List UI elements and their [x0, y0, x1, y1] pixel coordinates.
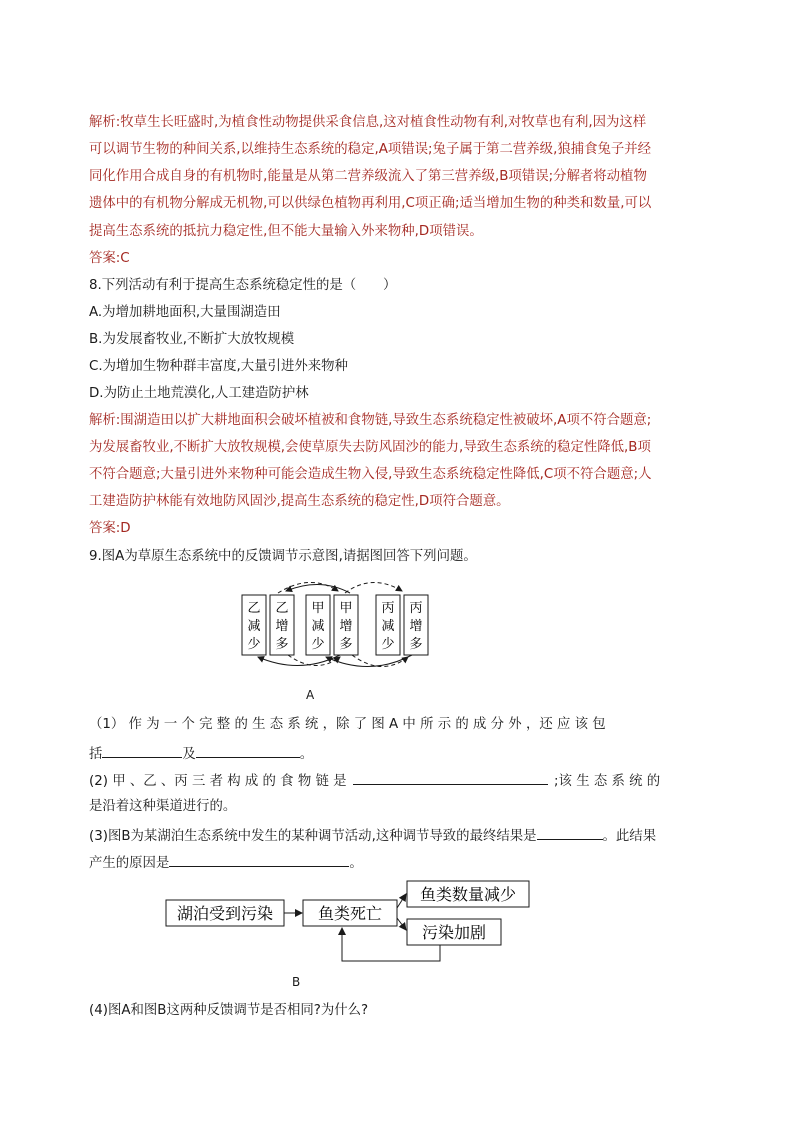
figure-a-box-label-2: 甲减少: [311, 601, 325, 652]
q9-part2-pre: (2) 甲 、乙 、丙 三 者 构 成 的 食 物 链 是: [89, 774, 347, 789]
q9-part2-post: ;该 生 态 系 统 的: [554, 774, 661, 789]
figure-b-feedback-diagram: [160, 878, 540, 968]
q8-answer: 答案:D: [89, 521, 131, 536]
q8-option-c: C.为增加生物种群丰富度,大量引进外来物种: [89, 359, 348, 374]
q9-part1-line2: [89, 743, 313, 764]
q8-option-a: A.为增加耕地面积,大量围湖造田: [89, 305, 281, 320]
q9-part1-text: （1） 作 为 一 个 完 整 的 生 态 系 统 ，除 了 图 A 中 所 示 的 成 分 外 ，还 应 该 包: [89, 717, 606, 732]
figure-a-box-label-3: 甲增多: [339, 601, 353, 652]
q9-part1-end: 。: [299, 747, 314, 762]
q8-option-b: B.为发展畜牧业,不断扩大放牧规模: [89, 332, 295, 347]
q9-part3-post: 。此结果: [602, 829, 657, 844]
box-fish-death-label: 鱼类死亡: [317, 904, 383, 923]
q8-stem: 8.下列活动有利于提高生态系统稳定性的是（ ）: [89, 278, 397, 293]
figure-a-box-label-5: 丙增多: [409, 601, 423, 652]
box-lake-polluted-label: 湖泊受到污染: [176, 904, 274, 923]
q9-part1-blank-1[interactable]: [102, 743, 182, 758]
figure-a-box-label-4: 丙减少: [381, 601, 395, 652]
q8-analysis-line-3: 不符合题意;大量引进外来物种可能会造成生物入侵,导致生态系统稳定性降低,C项不符合题意;人: [89, 467, 652, 482]
q7-analysis-line-2: 可以调节生物的种间关系,以维持生态系统的稳定,A项错误;兔子属于第二营养级,狼捕食兔子并经: [89, 142, 652, 157]
q7-analysis-line-5: 提高生态系统的抵抗力稳定性,但不能大量输入外来物种,D项错误。: [89, 224, 483, 239]
figure-a-box-label-1: 乙增多: [275, 601, 289, 652]
q7-analysis-line-4: 遗体中的有机物分解成无机物,可以供绿色植物再利用,C项正确;适当增加生物的种类和数量,可以: [89, 196, 652, 211]
arrow-2: [397, 894, 406, 908]
q9-part1-pre: 括: [89, 747, 103, 762]
q9-part1-mid: 及: [182, 747, 196, 762]
q9-part4: (4)图A和图B这两种反馈调节是否相同?为什么?: [89, 1003, 369, 1018]
box-pollution-worsen-label: 污染加剧: [421, 923, 487, 942]
q7-answer: 答案:C: [89, 251, 130, 266]
box-fish-decrease-label: 鱼类数量减少: [419, 885, 517, 904]
dashed-arrow-top-1: [278, 582, 338, 593]
q9-part1-blank-2[interactable]: [196, 743, 300, 758]
q9-part3-blank-1[interactable]: [537, 825, 603, 840]
solid-arrow-bottom-2: [326, 655, 412, 667]
q9-part3-line1: [89, 825, 656, 846]
q9-part2-blank[interactable]: [353, 770, 548, 785]
q8-analysis-line-2: 为发展畜牧业,不断扩大放牧规模,会使草原失去防风固沙的能力,导致生态系统的稳定性降低,B项: [89, 440, 651, 455]
q7-analysis-line-3: 同化作用合成自身的有机物时,能量是从第二营养级流入了第三营养级,B项错误;分解者将动植物: [89, 169, 647, 184]
figure-a-feedback-diagram: [230, 575, 440, 680]
q9-part3-pre: (3)图B为某湖泊生态系统中发生的某种调节活动,这种调节导致的最终结果是: [89, 829, 537, 844]
q8-option-d: D.为防止土地荒漠化,人工建造防护林: [89, 386, 309, 401]
q9-part3-blank-2[interactable]: [169, 852, 349, 867]
q9-part2-line1: [89, 770, 660, 791]
q9-part3-line2-post: 。: [349, 856, 363, 871]
figure-a-caption: A: [306, 688, 315, 702]
q7-analysis-line-1: 解析:牧草生长旺盛时,为植食性动物提供采食信息,这对植食性动物有利,对牧草也有利,因为这样: [89, 115, 647, 130]
q8-analysis-line-4: 工建造防护林能有效地防风固沙,提高生态系统的稳定性,D项符合题意。: [89, 494, 510, 509]
q9-part3-line2-pre: 产生的原因是: [89, 856, 170, 871]
arrow-3: [397, 918, 406, 930]
dashed-arrow-top-2: [345, 582, 402, 593]
q9-part2-line2: 是沿着这种渠道进行的。: [89, 799, 237, 814]
q9-stem: 9.图A为草原生态系统中的反馈调节示意图,请据图回答下列问题。: [89, 549, 477, 564]
solid-arrow-top: [286, 584, 350, 593]
q9-part1-line1: [89, 716, 697, 734]
q9-part3-line2: [89, 852, 363, 873]
figure-b-caption: B: [292, 975, 301, 989]
q8-analysis-line-1: 解析:围湖造田以扩大耕地面积会破坏植被和食物链,导致生态系统稳定性被破坏,A项不符合题意;: [89, 413, 652, 428]
figure-a-box-label-0: 乙减少: [247, 601, 261, 652]
